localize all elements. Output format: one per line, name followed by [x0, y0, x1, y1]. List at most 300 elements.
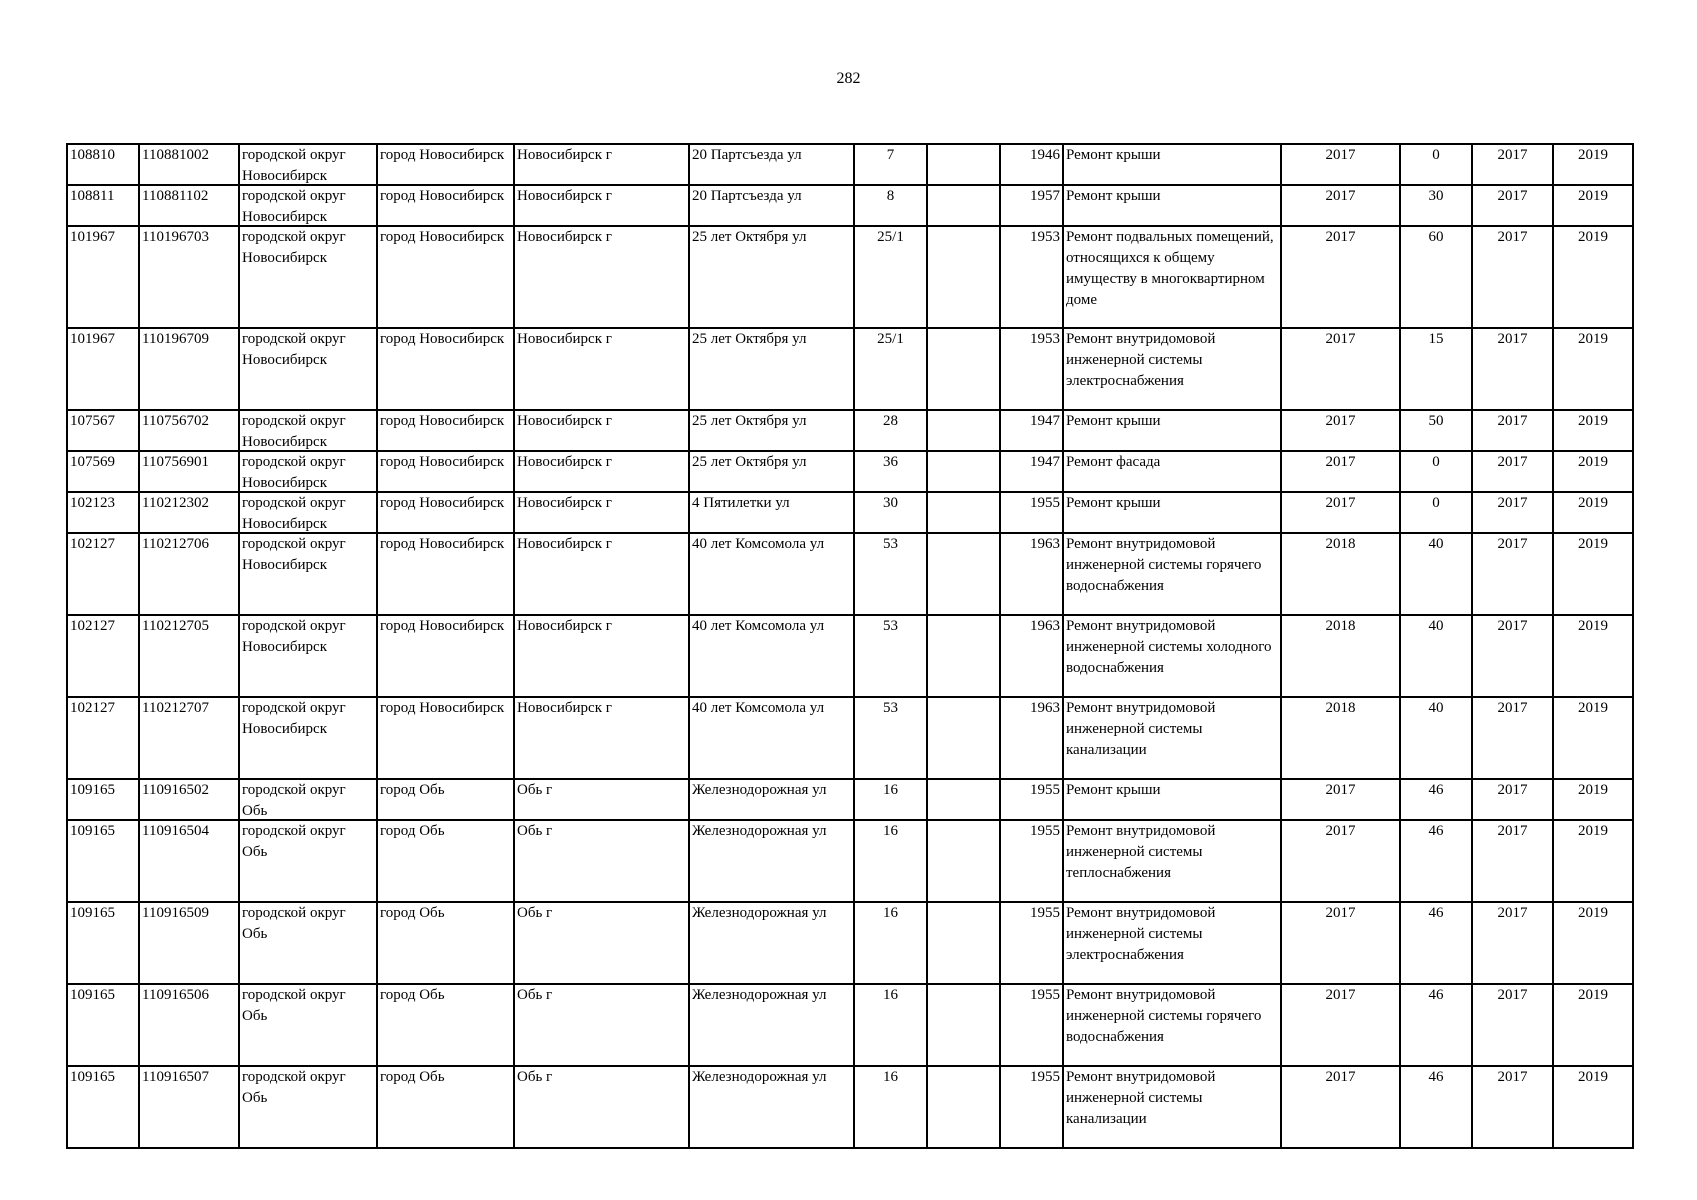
wear-percent-cell-text: 46 [1428, 782, 1444, 798]
municipal-district-cell-text: городской округ Новосибирск [242, 413, 346, 450]
period-end-cell [1553, 697, 1633, 779]
house-id-cell-text: 107567 [70, 413, 115, 429]
planned-year-cell [1281, 492, 1400, 533]
building-cell [927, 697, 1000, 779]
locality-cell [514, 451, 689, 492]
work-type-cell-text: Ремонт внутридомовой инженерной системы электроснабжения [1066, 331, 1216, 389]
planned-year-cell-text: 2017 [1325, 454, 1356, 470]
wear-percent-cell-text: 46 [1428, 1069, 1444, 1085]
period-start-cell-text: 2017 [1497, 331, 1528, 347]
street-cell-text: 40 лет Комсомола ул [692, 618, 825, 634]
street-cell [689, 144, 854, 185]
municipal-district-cell [239, 451, 377, 492]
street-cell [689, 697, 854, 779]
street-cell [689, 820, 854, 902]
wear-percent-cell-text: 40 [1428, 536, 1444, 552]
work-type-cell-text: Ремонт крыши [1066, 413, 1161, 429]
work-id-cell [139, 984, 239, 1066]
locality-cell [514, 779, 689, 820]
locality-cell [514, 1066, 689, 1148]
work-id-cell [139, 226, 239, 328]
house-id-cell [67, 410, 139, 451]
table-row [67, 185, 1633, 226]
period-start-cell [1472, 451, 1553, 492]
building-cell [927, 615, 1000, 697]
period-end-cell-text: 2019 [1578, 147, 1608, 163]
locality-cell [514, 697, 689, 779]
period-start-cell [1472, 820, 1553, 902]
work-id-cell-text: 110881002 [142, 147, 209, 163]
year-built-cell [1000, 779, 1063, 820]
house-id-cell [67, 1066, 139, 1148]
work-id-cell [139, 779, 239, 820]
work-type-cell [1063, 902, 1281, 984]
house-id-cell [67, 902, 139, 984]
house-id-cell-text: 101967 [70, 331, 115, 347]
house-number-cell-text: 7 [886, 147, 895, 163]
house-number-cell-text: 16 [883, 782, 898, 798]
street-cell-text: 40 лет Комсомола ул [692, 536, 825, 552]
work-id-cell [139, 451, 239, 492]
wear-percent-cell [1400, 144, 1472, 185]
year-built-cell [1000, 902, 1063, 984]
year-built-cell [1000, 410, 1063, 451]
locality-cell-text: Новосибирск г [517, 495, 612, 511]
period-start-cell-text: 2017 [1497, 188, 1528, 204]
house-number-cell-text: 16 [883, 987, 898, 1003]
table-row [67, 226, 1633, 328]
work-type-cell-text: Ремонт внутридомовой инженерной системы канализации [1066, 700, 1216, 758]
planned-year-cell-text: 2017 [1325, 331, 1356, 347]
planned-year-cell-text: 2017 [1325, 823, 1356, 839]
house-id-cell-text: 109165 [70, 987, 115, 1003]
period-start-cell-text: 2017 [1497, 1069, 1528, 1085]
work-id-cell-text: 110756901 [142, 454, 209, 470]
work-type-cell-text: Ремонт крыши [1066, 495, 1161, 511]
period-end-cell [1553, 779, 1633, 820]
planned-year-cell [1281, 226, 1400, 328]
table-row [67, 144, 1633, 185]
municipal-district-cell [239, 185, 377, 226]
municipal-district-cell [239, 328, 377, 410]
street-cell-text: 20 Партсъезда ул [692, 188, 802, 204]
settlement-cell [377, 226, 514, 328]
municipal-district-cell-text: городской округ Новосибирск [242, 495, 346, 532]
work-id-cell-text: 110212302 [142, 495, 209, 511]
municipal-district-cell [239, 902, 377, 984]
house-number-cell [854, 410, 927, 451]
table-row [67, 779, 1633, 820]
municipal-district-cell-text: городской округ Новосибирск [242, 147, 346, 184]
wear-percent-cell [1400, 492, 1472, 533]
house-id-cell [67, 185, 139, 226]
planned-year-cell [1281, 697, 1400, 779]
period-start-cell [1472, 492, 1553, 533]
planned-year-cell [1281, 615, 1400, 697]
planned-year-cell-text: 2018 [1325, 618, 1356, 634]
year-built-cell [1000, 984, 1063, 1066]
house-id-cell [67, 451, 139, 492]
table-row [67, 328, 1633, 410]
house-number-cell-text: 36 [883, 454, 898, 470]
settlement-cell-text: город Новосибирск [380, 536, 505, 552]
house-number-cell [854, 185, 927, 226]
period-start-cell [1472, 328, 1553, 410]
settlement-cell-text: город Новосибирск [380, 700, 505, 716]
planned-year-cell-text: 2018 [1325, 700, 1356, 716]
wear-percent-cell [1400, 820, 1472, 902]
table-row [67, 697, 1633, 779]
settlement-cell-text: город Новосибирск [380, 618, 505, 634]
wear-percent-cell [1400, 984, 1472, 1066]
locality-cell [514, 492, 689, 533]
house-id-cell-text: 101967 [70, 229, 115, 245]
house-number-cell [854, 779, 927, 820]
work-id-cell-text: 110212705 [142, 618, 209, 634]
work-type-cell-text: Ремонт внутридомовой инженерной системы горячего водоснабжения [1066, 987, 1262, 1045]
municipal-district-cell-text: городской округ Новосибирск [242, 229, 346, 266]
period-end-cell [1553, 410, 1633, 451]
year-built-cell-text: 1955 [1030, 823, 1060, 839]
table-row [67, 615, 1633, 697]
settlement-cell-text: город Обь [380, 782, 445, 798]
locality-cell-text: Обь г [517, 823, 553, 839]
locality-cell-text: Новосибирск г [517, 454, 612, 470]
period-end-cell-text: 2019 [1578, 229, 1608, 245]
house-id-cell-text: 102127 [70, 536, 115, 552]
street-cell-text: 25 лет Октября ул [692, 454, 807, 470]
year-built-cell-text: 1955 [1030, 495, 1060, 511]
wear-percent-cell-text: 46 [1428, 987, 1444, 1003]
house-id-cell [67, 226, 139, 328]
municipal-district-cell [239, 226, 377, 328]
planned-year-cell [1281, 779, 1400, 820]
house-id-cell-text: 108811 [70, 188, 115, 204]
year-built-cell [1000, 451, 1063, 492]
period-start-cell [1472, 984, 1553, 1066]
wear-percent-cell-text: 50 [1428, 413, 1444, 429]
locality-cell [514, 533, 689, 615]
street-cell [689, 410, 854, 451]
planned-year-cell-text: 2017 [1325, 147, 1356, 163]
period-start-cell [1472, 902, 1553, 984]
municipal-district-cell [239, 984, 377, 1066]
wear-percent-cell [1400, 697, 1472, 779]
street-cell-text: 25 лет Октября ул [692, 413, 807, 429]
locality-cell-text: Новосибирск г [517, 147, 612, 163]
work-type-cell-text: Ремонт внутридомовой инженерной системы теплоснабжения [1066, 823, 1216, 881]
table-row [67, 492, 1633, 533]
municipal-district-cell [239, 820, 377, 902]
street-cell [689, 1066, 854, 1148]
house-number-cell-text: 53 [883, 700, 898, 716]
house-id-cell [67, 328, 139, 410]
work-id-cell [139, 410, 239, 451]
wear-percent-cell [1400, 451, 1472, 492]
work-id-cell [139, 533, 239, 615]
locality-cell [514, 820, 689, 902]
house-number-cell-text: 25/1 [877, 229, 904, 245]
work-type-cell [1063, 697, 1281, 779]
year-built-cell-text: 1946 [1030, 147, 1060, 163]
settlement-cell-text: город Новосибирск [380, 454, 505, 470]
year-built-cell-text: 1955 [1030, 782, 1060, 798]
house-number-cell-text: 53 [883, 536, 898, 552]
house-number-cell [854, 820, 927, 902]
house-number-cell-text: 16 [883, 905, 898, 921]
settlement-cell [377, 410, 514, 451]
work-id-cell [139, 492, 239, 533]
year-built-cell [1000, 328, 1063, 410]
municipal-district-cell [239, 410, 377, 451]
municipal-district-cell [239, 615, 377, 697]
table-row [67, 410, 1633, 451]
settlement-cell [377, 902, 514, 984]
street-cell [689, 902, 854, 984]
wear-percent-cell [1400, 533, 1472, 615]
house-id-cell [67, 820, 139, 902]
period-start-cell [1472, 226, 1553, 328]
locality-cell [514, 328, 689, 410]
registry-table [66, 143, 1634, 1149]
period-start-cell [1472, 533, 1553, 615]
work-type-cell [1063, 492, 1281, 533]
house-number-cell [854, 451, 927, 492]
period-end-cell [1553, 451, 1633, 492]
wear-percent-cell-text: 46 [1428, 823, 1444, 839]
work-type-cell-text: Ремонт крыши [1066, 782, 1161, 798]
house-number-cell-text: 25/1 [877, 331, 904, 347]
work-id-cell [139, 820, 239, 902]
house-number-cell-text: 28 [883, 413, 898, 429]
period-start-cell [1472, 144, 1553, 185]
locality-cell [514, 410, 689, 451]
building-cell [927, 185, 1000, 226]
table-row [67, 984, 1633, 1066]
house-number-cell [854, 492, 927, 533]
settlement-cell-text: город Обь [380, 823, 445, 839]
work-id-cell-text: 110881102 [142, 188, 209, 204]
year-built-cell-text: 1955 [1030, 1069, 1060, 1085]
period-start-cell-text: 2017 [1497, 782, 1528, 798]
municipal-district-cell-text: городской округ Новосибирск [242, 454, 346, 491]
year-built-cell [1000, 615, 1063, 697]
municipal-district-cell-text: городской округ Новосибирск [242, 618, 346, 655]
wear-percent-cell-text: 0 [1432, 147, 1440, 163]
page-number: 282 [836, 70, 861, 87]
planned-year-cell [1281, 328, 1400, 410]
period-start-cell-text: 2017 [1497, 454, 1528, 470]
period-end-cell-text: 2019 [1578, 331, 1608, 347]
period-start-cell-text: 2017 [1497, 229, 1528, 245]
period-start-cell [1472, 697, 1553, 779]
locality-cell [514, 144, 689, 185]
work-id-cell [139, 697, 239, 779]
locality-cell-text: Новосибирск г [517, 229, 612, 245]
period-end-cell-text: 2019 [1578, 905, 1608, 921]
planned-year-cell-text: 2017 [1325, 229, 1356, 245]
locality-cell [514, 902, 689, 984]
street-cell-text: Железнодорожная ул [692, 782, 827, 798]
work-type-cell [1063, 226, 1281, 328]
street-cell-text: Железнодорожная ул [692, 1069, 827, 1085]
period-start-cell-text: 2017 [1497, 905, 1528, 921]
period-start-cell-text: 2017 [1497, 413, 1528, 429]
building-cell [927, 820, 1000, 902]
year-built-cell [1000, 533, 1063, 615]
work-type-cell-text: Ремонт подвальных помещений, относящихся к общему имуществу в многоквартирном доме [1066, 229, 1274, 308]
municipal-district-cell [239, 779, 377, 820]
planned-year-cell [1281, 820, 1400, 902]
year-built-cell [1000, 820, 1063, 902]
period-start-cell-text: 2017 [1497, 536, 1528, 552]
settlement-cell [377, 451, 514, 492]
building-cell [927, 1066, 1000, 1148]
work-id-cell [139, 615, 239, 697]
period-start-cell [1472, 779, 1553, 820]
settlement-cell-text: город Новосибирск [380, 413, 505, 429]
building-cell [927, 779, 1000, 820]
settlement-cell [377, 779, 514, 820]
street-cell-text: Железнодорожная ул [692, 823, 827, 839]
table-row [67, 533, 1633, 615]
work-type-cell [1063, 820, 1281, 902]
planned-year-cell [1281, 902, 1400, 984]
house-id-cell-text: 109165 [70, 823, 115, 839]
period-start-cell-text: 2017 [1497, 700, 1528, 716]
work-type-cell-text: Ремонт крыши [1066, 188, 1161, 204]
period-start-cell-text: 2017 [1497, 618, 1528, 634]
house-id-cell [67, 984, 139, 1066]
house-number-cell-text: 8 [886, 188, 895, 204]
municipal-district-cell [239, 533, 377, 615]
work-id-cell-text: 110916507 [142, 1069, 209, 1085]
period-end-cell [1553, 615, 1633, 697]
settlement-cell-text: город Новосибирск [380, 331, 505, 347]
locality-cell-text: Обь г [517, 987, 553, 1003]
table-row [67, 902, 1633, 984]
settlement-cell [377, 697, 514, 779]
wear-percent-cell-text: 40 [1428, 618, 1444, 634]
house-id-cell [67, 779, 139, 820]
house-id-cell [67, 492, 139, 533]
work-id-cell-text: 110212707 [142, 700, 209, 716]
period-end-cell-text: 2019 [1578, 823, 1608, 839]
work-id-cell-text: 110196709 [142, 331, 209, 347]
locality-cell-text: Новосибирск г [517, 536, 612, 552]
period-end-cell [1553, 185, 1633, 226]
planned-year-cell-text: 2017 [1325, 495, 1356, 511]
planned-year-cell-text: 2017 [1325, 987, 1356, 1003]
year-built-cell-text: 1955 [1030, 905, 1060, 921]
work-type-cell [1063, 144, 1281, 185]
year-built-cell [1000, 226, 1063, 328]
street-cell-text: 4 Пятилетки ул [692, 495, 790, 511]
work-id-cell [139, 328, 239, 410]
street-cell [689, 984, 854, 1066]
settlement-cell [377, 185, 514, 226]
planned-year-cell [1281, 410, 1400, 451]
building-cell [927, 410, 1000, 451]
year-built-cell-text: 1953 [1030, 331, 1060, 347]
period-end-cell-text: 2019 [1578, 1069, 1608, 1085]
settlement-cell-text: город Новосибирск [380, 229, 505, 245]
work-type-cell-text: Ремонт внутридомовой инженерной системы холодного водоснабжения [1066, 618, 1272, 676]
locality-cell [514, 984, 689, 1066]
work-id-cell-text: 110756702 [142, 413, 209, 429]
work-id-cell-text: 110212706 [142, 536, 209, 552]
period-end-cell [1553, 820, 1633, 902]
work-type-cell-text: Ремонт внутридомовой инженерной системы канализации [1066, 1069, 1216, 1127]
municipal-district-cell [239, 697, 377, 779]
table-body [67, 144, 1633, 1148]
house-id-cell [67, 615, 139, 697]
house-number-cell-text: 16 [883, 1069, 898, 1085]
period-end-cell-text: 2019 [1578, 618, 1608, 634]
period-end-cell [1553, 492, 1633, 533]
street-cell [689, 615, 854, 697]
house-number-cell [854, 328, 927, 410]
wear-percent-cell [1400, 902, 1472, 984]
house-number-cell [854, 902, 927, 984]
work-type-cell [1063, 185, 1281, 226]
wear-percent-cell-text: 60 [1428, 229, 1444, 245]
street-cell [689, 226, 854, 328]
locality-cell-text: Новосибирск г [517, 413, 612, 429]
work-id-cell [139, 185, 239, 226]
street-cell-text: 25 лет Октября ул [692, 229, 807, 245]
work-type-cell-text: Ремонт внутридомовой инженерной системы горячего водоснабжения [1066, 536, 1262, 594]
house-id-cell-text: 109165 [70, 1069, 115, 1085]
year-built-cell-text: 1963 [1030, 618, 1060, 634]
building-cell [927, 984, 1000, 1066]
wear-percent-cell [1400, 226, 1472, 328]
settlement-cell [377, 533, 514, 615]
house-id-cell-text: 109165 [70, 905, 115, 921]
work-type-cell [1063, 984, 1281, 1066]
locality-cell-text: Обь г [517, 905, 553, 921]
period-end-cell-text: 2019 [1578, 413, 1608, 429]
house-id-cell-text: 102127 [70, 618, 115, 634]
planned-year-cell-text: 2017 [1325, 1069, 1356, 1085]
street-cell [689, 533, 854, 615]
settlement-cell-text: город Новосибирск [380, 188, 505, 204]
work-id-cell [139, 902, 239, 984]
street-cell [689, 492, 854, 533]
period-end-cell-text: 2019 [1578, 188, 1608, 204]
wear-percent-cell-text: 46 [1428, 905, 1444, 921]
period-end-cell-text: 2019 [1578, 495, 1608, 511]
period-start-cell-text: 2017 [1497, 823, 1528, 839]
planned-year-cell-text: 2018 [1325, 536, 1356, 552]
locality-cell [514, 615, 689, 697]
house-number-cell-text: 30 [883, 495, 898, 511]
work-type-cell [1063, 451, 1281, 492]
settlement-cell [377, 144, 514, 185]
street-cell-text: 25 лет Октября ул [692, 331, 807, 347]
municipal-district-cell-text: городской округ Обь [242, 1069, 346, 1106]
period-end-cell-text: 2019 [1578, 782, 1608, 798]
house-id-cell [67, 533, 139, 615]
work-id-cell-text: 110196703 [142, 229, 209, 245]
work-type-cell [1063, 410, 1281, 451]
house-id-cell-text: 102127 [70, 700, 115, 716]
work-type-cell [1063, 533, 1281, 615]
period-end-cell [1553, 533, 1633, 615]
planned-year-cell-text: 2017 [1325, 188, 1356, 204]
locality-cell [514, 185, 689, 226]
wear-percent-cell-text: 30 [1428, 188, 1444, 204]
